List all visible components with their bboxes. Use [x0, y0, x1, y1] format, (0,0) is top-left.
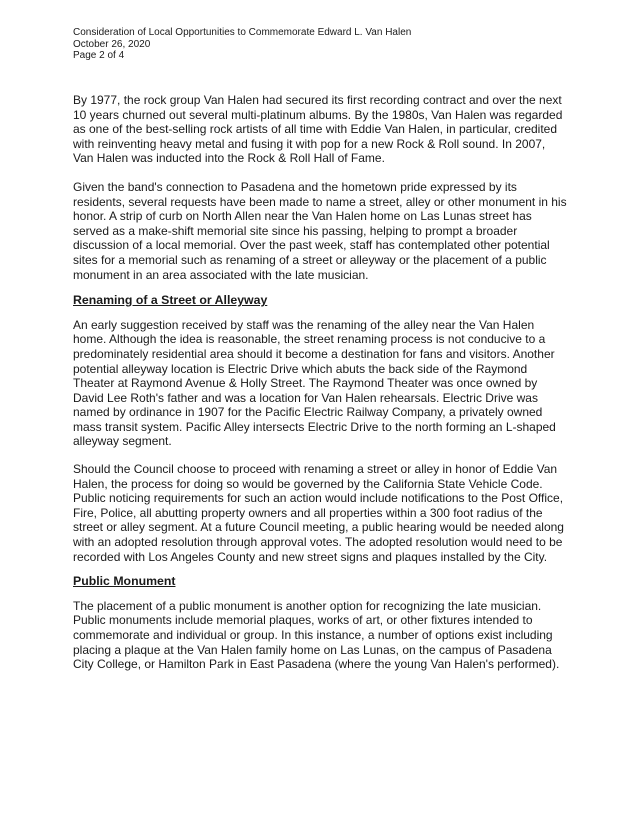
section-heading-public-monument: Public Monument	[73, 574, 176, 589]
document-body	[73, 93, 569, 672]
page-number: Page 2 of 4	[73, 50, 125, 61]
paragraph-memorial-requests: Given the band's connection to Pasadena and the hometown pride expressed by its residents, several requests have been made to name a street, alley or other monument in his honor. A strip of curb on North Allen near the Van Halen home on Las Lunas street has served as a make-shift memorial site since his passing, helping to prompt a broader discussion of a local memorial. Over the past week, staff has contemplated other potential sites for a memorial such as renaming of a street or alleyway or the placement of a public monument in an area associated with the late musician.	[73, 179, 567, 282]
section-heading-renaming: Renaming of a Street or Alleyway	[73, 293, 268, 308]
page-header	[73, 27, 411, 62]
document-title: Consideration of Local Opportunities to Commemorate Edward L. Van Halen	[73, 27, 412, 38]
paragraph-alley-suggestions: An early suggestion received by staff was the renaming of the alley near the Van Halen home. Although the idea is reasonable, the street renaming process is not conducive to a predominately residential area should it become a destination for fans and visitors. Another potential alleyway location is Electric Drive which abuts the back side of the Raymond Theater at Raymond Avenue & Holly Street. The Raymond Theater was once owned by David Lee Roth's father and was a location for Van Halen rehearsals. Electric Drive was named by ordinance in 1907 for the Pacific Electric Railway Company, a privately owned mass transit system. Pacific Alley intersects Electric Drive to the north forming an L-shaped alleyway segment.	[73, 317, 556, 449]
paragraph-renaming-process: Should the Council choose to proceed with renaming a street or alley in honor of Eddie Van Halen, the process for doing so would be governed by the California State Vehicle Code. Public noticing requirements for such an action would include notifications to the Post Office, Fire, Police, all abutting property owners and all properties within a 300 foot radius of the street or alley segment. At a future Council meeting, a public hearing would be needed along with an adopted resolution through approval votes. The adopted resolution would need to be recorded with Los Angeles County and new street signs and plaques installed by the City.	[73, 462, 564, 564]
document-date: October 26, 2020	[73, 38, 151, 50]
paragraph-monument-options: The placement of a public monument is another option for recognizing the late musician. Public monuments include memorial plaques, works of art, or other fixtures intended to commemorate and individual or group. In this instance, a number of options exist including placing a plaque at the Van Halen family home on Las Lunas, on the campus of Pasadena City College, or Hamilton Park in East Pasadena (where the young Van Halen's performed).	[73, 598, 560, 672]
paragraph-band-history: By 1977, the rock group Van Halen had secured its first recording contract and over the next 10 years churned out several multi-platinum albums. By the 1980s, Van Halen was regarded as one of the best-selling rock artists of all time with Eddie Van Halen, in particular, credited with reinventing heavy metal and fusing it with pop for a new Rock & Roll sound. In 2007, Van Halen was inducted into the Rock & Roll Hall of Fame.	[73, 93, 563, 166]
